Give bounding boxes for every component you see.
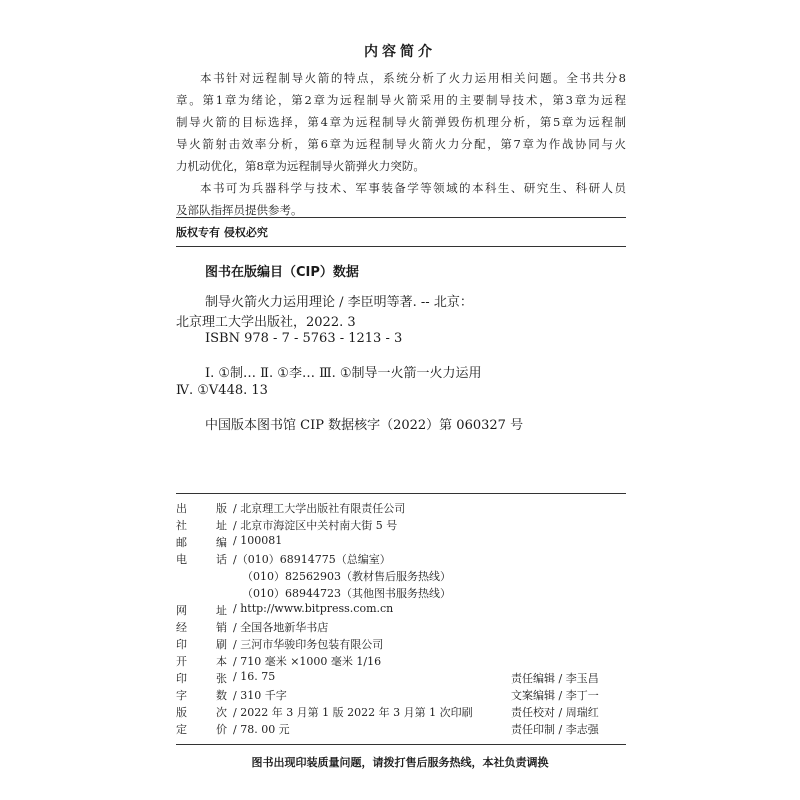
intro-line: 本书可为兵器科学与技术、军事装备学等领域的本科生、研究生、科研人员 — [200, 181, 626, 195]
footer-notice: 图书出现印装质量问题，请拨打售后服务热线，本社负责调换 — [251, 756, 549, 769]
intro-line: 章。第1章为绪论，第2章为远程制导火箭采用的主要制导技术，第3章为远程 — [176, 93, 626, 107]
intro-line: 及部队指挥员提供参考。 — [176, 203, 303, 217]
editor-credit: 责任编辑 / 李玉昌 — [511, 672, 599, 685]
intro-line: 导火箭射击效率分析，第6章为远程制导火箭火力分配，第7章为作战协同与火 — [176, 137, 626, 151]
intro-paragraph-1 — [176, 67, 626, 177]
divider — [176, 744, 626, 745]
divider — [176, 493, 626, 494]
intro-paragraph-2 — [176, 177, 626, 221]
divider — [176, 217, 626, 218]
editor-credit: 文案编辑 / 李丁一 — [511, 689, 599, 702]
publication-info: 出 版 / 北京理工大学出版社有限责任公司 社 址 / 北京市海淀区中关村南大街 5 号 邮 编 / 100081 电 话 /（010）68914775（总编室） （010）82562903（教材售后服务热线） （010）68944723（其他图书服务热线） 网 址 / http://www.bitpress.com.cn 经 销 / 全国各地新华书店 印 刷 / 三河市华骏印务包装有限公司 开 本 / 710 毫米 ×1000 毫米 1/16 印 张 / 16. 75 责任编辑 / 李玉昌 字 数 / 310 千字 文案编辑 / 李丁一 版 次 / 2022 年 3 月第 1 版 2022 年 3 月第 1 次印刷 责任校对 / 周瑞红 定 价 / 78. 00 元 责任印制 / 李志强 — [176, 502, 599, 736]
intro-line: 制导火箭的目标选择，第4章为远程制导火箭弹毁伤机理分析，第5章为远程制 — [176, 115, 626, 129]
editor-credit: 责任校对 / 周瑞红 — [511, 706, 599, 719]
divider — [176, 246, 626, 247]
editor-credit: 责任印制 / 李志强 — [511, 723, 599, 736]
cip-isbn: ISBN 978 - 7 - 5763 - 1213 - 3 — [205, 331, 403, 346]
intro-title: 内容简介 — [364, 44, 436, 60]
intro-line: 力机动优化，第8章为远程制导火箭弹火力突防。 — [176, 159, 425, 173]
cip-classification: Ⅳ. ①V448. 13 — [176, 383, 268, 398]
intro-line: 本书针对远程制导火箭的特点，系统分析了火力运用相关问题。全书共分8 — [200, 71, 626, 85]
copyright-notice: 版权专有 侵权必究 — [176, 226, 268, 239]
cip-title: 图书在版编目（CIP）数据 — [205, 265, 359, 280]
cip-record-number: 中国版本图书馆 CIP 数据核字（2022）第 060327 号 — [205, 418, 524, 433]
cip-line: 北京理工大学出版社，2022. 3 — [176, 315, 356, 330]
cip-line: 制导火箭火力运用理论 / 李臣明等著. -- 北京： — [205, 295, 473, 310]
cip-classification: Ⅰ. ①制… Ⅱ. ①李… Ⅲ. ①制导一火箭一火力运用 — [205, 366, 482, 381]
